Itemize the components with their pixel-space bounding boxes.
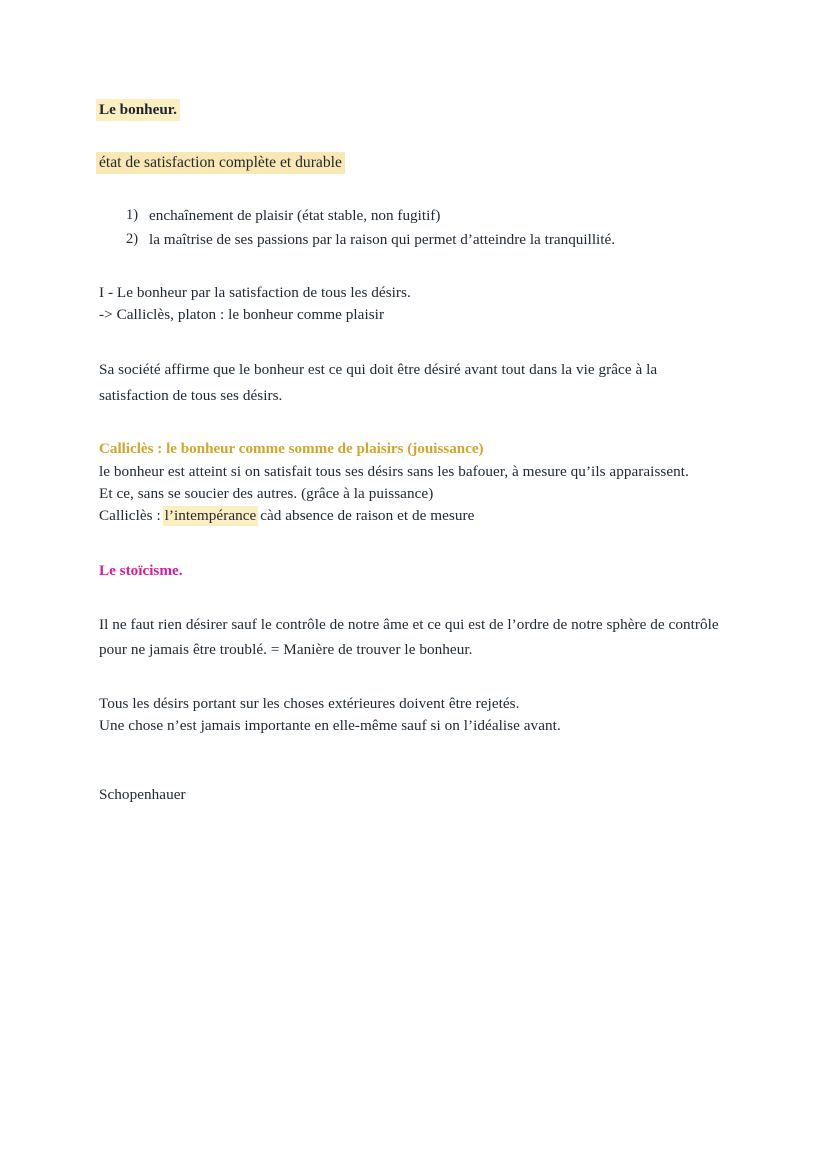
callicles-line-2: Et ce, sans se soucier des autres. (grâce à la puissance) [99, 484, 434, 502]
definition-row [99, 152, 724, 174]
section-one-heading: I - Le bonheur par la satisfaction de tous les désirs. [99, 283, 411, 301]
schopenhauer-block [99, 784, 724, 807]
section-one-block [99, 282, 724, 327]
desirs-line-1: Tous les désirs portant sur les choses extérieures doivent être rejetés. [99, 694, 520, 712]
list-item [99, 228, 724, 251]
stoicisme-heading-row [99, 560, 724, 582]
callicles-block [99, 438, 724, 527]
list-item-label: la maîtrise de ses passions par la raison qui permet d’atteindre la tranquillité. [149, 230, 616, 248]
desirs-line-2: Une chose n’est jamais importante en elle-même sauf si on l’idéalise avant. [99, 716, 561, 734]
definition-text: état de satisfaction complète et durable [99, 152, 342, 174]
list-item-marker: 1) [126, 207, 138, 223]
desirs-block [99, 693, 724, 738]
schopenhauer-label: Schopenhauer [99, 786, 186, 804]
page-title: Le bonheur. [99, 99, 177, 121]
callicles-line-3 [99, 505, 724, 527]
stoicisme-paragraph [99, 612, 724, 663]
section-one-reference: -> Calliclès, platon : le bonheur comme plaisir [99, 305, 385, 323]
callicles-line-1: le bonheur est atteint si on satisfait tous ses désirs sans les bafouer, à mesure qu’ils apparaissent. [99, 462, 689, 480]
callicles-heading: Calliclès : le bonheur comme somme de plaisirs (jouissance) [99, 441, 484, 458]
callicles-line-3-prefix: Calliclès : [99, 507, 165, 525]
paragraph-societe-text: Sa société affirme que le bonheur est ce qui doit être désiré avant tout dans la vie grâce à la satisfaction de tous ses désirs. [99, 361, 658, 404]
list-item-label: enchaînement de plaisir (état stable, non fugitif) [149, 207, 441, 224]
stoicisme-paragraph-text: Il ne faut rien désirer sauf le contrôle de notre âme et ce qui est de l’ordre de notre sphère de contrôle pour ne jamais être troublé. = Manière de trouver le bonheur. [99, 615, 719, 659]
list-item-marker: 2) [126, 230, 138, 247]
paragraph-societe [99, 357, 724, 408]
callicles-lines [99, 461, 724, 528]
callicles-highlight-term: l’intempérance [164, 507, 257, 525]
document-body [99, 99, 724, 807]
list-item [99, 204, 724, 227]
definition-list [99, 204, 724, 251]
stoicisme-heading: Le stoïcisme. [99, 561, 183, 579]
callicles-line-3-suffix: càd absence de raison et de mesure [256, 507, 475, 525]
document-title-row [99, 99, 724, 121]
